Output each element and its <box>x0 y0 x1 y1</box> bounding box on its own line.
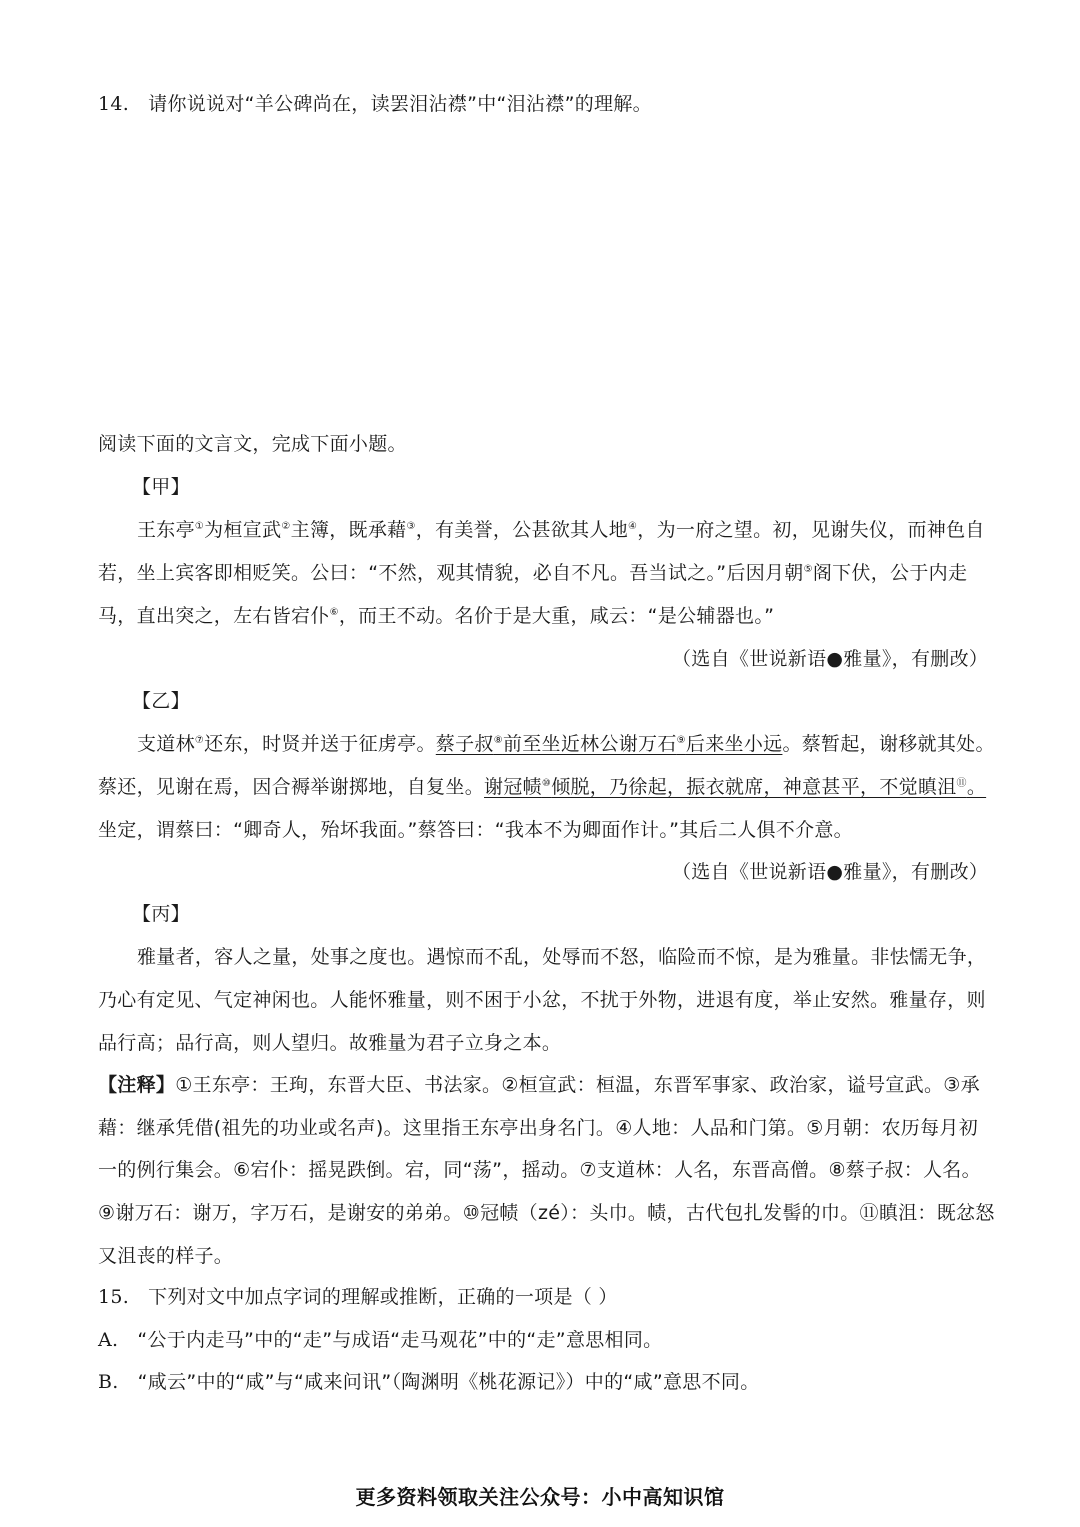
passage-yi-line <box>137 732 995 756</box>
text-span: 王东亭 <box>137 519 195 541</box>
text-span: ，有美誉，公甚欲其人地 <box>415 519 629 541</box>
text-span: 倾脱，乃徐起，振衣就席，神意甚平，不觉瞋沮 <box>551 776 957 798</box>
footnote-ref: ② <box>281 521 291 532</box>
section-heading-bing: 【丙】 <box>132 903 190 925</box>
text-span: 主簿，既承藉 <box>290 519 407 541</box>
option-key: B. <box>98 1371 119 1393</box>
passage-yi-line <box>98 775 986 799</box>
text-span: 支道林 <box>137 733 195 755</box>
footnote-ref: ⑪ <box>956 778 967 789</box>
text-span: 后来坐小远 <box>685 733 783 755</box>
passage-bing-line: 品行高；品行高，则人望归。故雅量为君子立身之本。 <box>98 1032 562 1054</box>
text-span: 蔡还，见谢在焉，因合褥举谢掷地，自复坐。 <box>98 776 485 798</box>
footnote-ref: ⑨ <box>676 735 686 746</box>
passage-jia-line <box>98 604 774 628</box>
text-span: 若，坐上宾客即相贬笑。公曰：“不然，观其情貌，必自不凡。吾当试之。”后因月朝 <box>98 562 804 584</box>
text-span: 前至坐近林公谢万石 <box>502 733 677 755</box>
passage-jia-line <box>137 518 985 542</box>
footnote-ref: ⑧ <box>493 735 503 746</box>
passage-bing-line: 雅量者，容人之量，处事之度也。遇惊而不乱，处辱而不怒，临险而不惊，是为雅量。非怯懦无争， <box>137 946 987 968</box>
notes-line: ⑨谢万石：谢万，字万石，是谢安的弟弟。⑩冠帻（zé）：头巾。帻，古代包扎发髻的巾。⑪瞋沮：既忿怒 <box>98 1202 995 1224</box>
notes-line <box>98 1073 980 1097</box>
notes-label: 【注释】 <box>98 1074 176 1096</box>
option-b <box>98 1370 760 1394</box>
underlined-sentence <box>436 733 783 755</box>
option-text: “公于内走马”中的“走”与成语“走马观花”中的“走”意思相同。 <box>137 1329 663 1351</box>
notes-line: 藉：继承凭借(祖先的功业或名声)。这里指王东亭出身名门。④人地：人品和门第。⑤月朝：农历每月初 <box>98 1117 978 1139</box>
text-span: 。蔡暂起，谢移就其处。 <box>782 733 995 755</box>
section-heading-yi: 【乙】 <box>132 690 190 712</box>
notes-line: 一的例行集会。⑥宕仆：摇晃跌倒。宕，同“荡”，摇动。⑦支道林：人名，东晋高僧。⑧蔡子叔：人名。 <box>98 1159 981 1181</box>
option-text: “咸云”中的“咸”与“咸来问讯”（陶渊明《桃花源记》）中的“咸”意思不同。 <box>137 1371 760 1393</box>
text-span: ，为一府之望。初，见谢失仪，而神色自 <box>637 519 985 541</box>
source-citation: （选自《世说新语●雅量》，有删改） <box>672 648 989 670</box>
passage-yi-line: 坐定，谓蔡曰：“卿奇人，殆坏我面。”蔡答曰：“我本不为卿面作计。”其后二人俱不介意。 <box>98 819 853 841</box>
text-span: 谢冠帻 <box>484 776 542 798</box>
text-span: 阁下伏，公于内走 <box>812 562 968 584</box>
notes-line: 又沮丧的样子。 <box>98 1245 234 1267</box>
underlined-sentence <box>484 776 986 798</box>
footnote-ref: ⑦ <box>194 735 205 746</box>
text-span: 蔡子叔 <box>435 733 494 755</box>
question-15 <box>98 1285 618 1309</box>
footer-promo: 更多资料领取关注公众号：小中高知识馆 <box>355 1485 725 1509</box>
text-span: 还东，时贤并送于征虏亭。 <box>204 733 436 755</box>
footnote-ref: ③ <box>406 521 416 532</box>
text-span: ，而王不动。名价于是大重，咸云：“是公辅器也。” <box>338 605 775 627</box>
reading-instruction: 阅读下面的文言文，完成下面小题。 <box>98 433 407 455</box>
text-span: 马，直出突之，左右皆宕仆 <box>98 605 330 627</box>
footnote-ref: ⑩ <box>541 778 552 789</box>
source-citation: （选自《世说新语●雅量》，有删改） <box>672 861 989 883</box>
footnote-ref: ⑥ <box>329 607 339 618</box>
question-14 <box>98 92 652 116</box>
question-number: 14. <box>98 93 130 115</box>
footnote-ref: ⑤ <box>803 564 813 575</box>
passage-jia-line <box>98 561 967 585</box>
text-span: 为桓宣武 <box>204 519 282 541</box>
text-span: ①王东亭：王珣，东晋大臣、书法家。②桓宣武：桓温，东晋军事家、政治家，谥号宣武。③承 <box>175 1074 980 1096</box>
option-a <box>98 1328 662 1352</box>
section-heading-jia: 【甲】 <box>132 476 190 498</box>
footnote-ref: ① <box>194 521 205 532</box>
footnote-ref: ④ <box>628 521 638 532</box>
option-key: A. <box>98 1329 119 1351</box>
passage-bing-line: 乃心有定见、气定神闲也。人能怀雅量，则不困于小忿，不扰于外物，进退有度，举止安然。雅量存，则 <box>98 989 986 1011</box>
question-number: 15. <box>98 1286 130 1308</box>
text-span: 。 <box>966 776 987 798</box>
question-text: 请你说说对“羊公碑尚在，读罢泪沾襟”中“泪沾襟”的理解。 <box>148 93 652 115</box>
question-text: 下列对文中加点字词的理解或推断，正确的一项是（ ） <box>148 1286 618 1308</box>
